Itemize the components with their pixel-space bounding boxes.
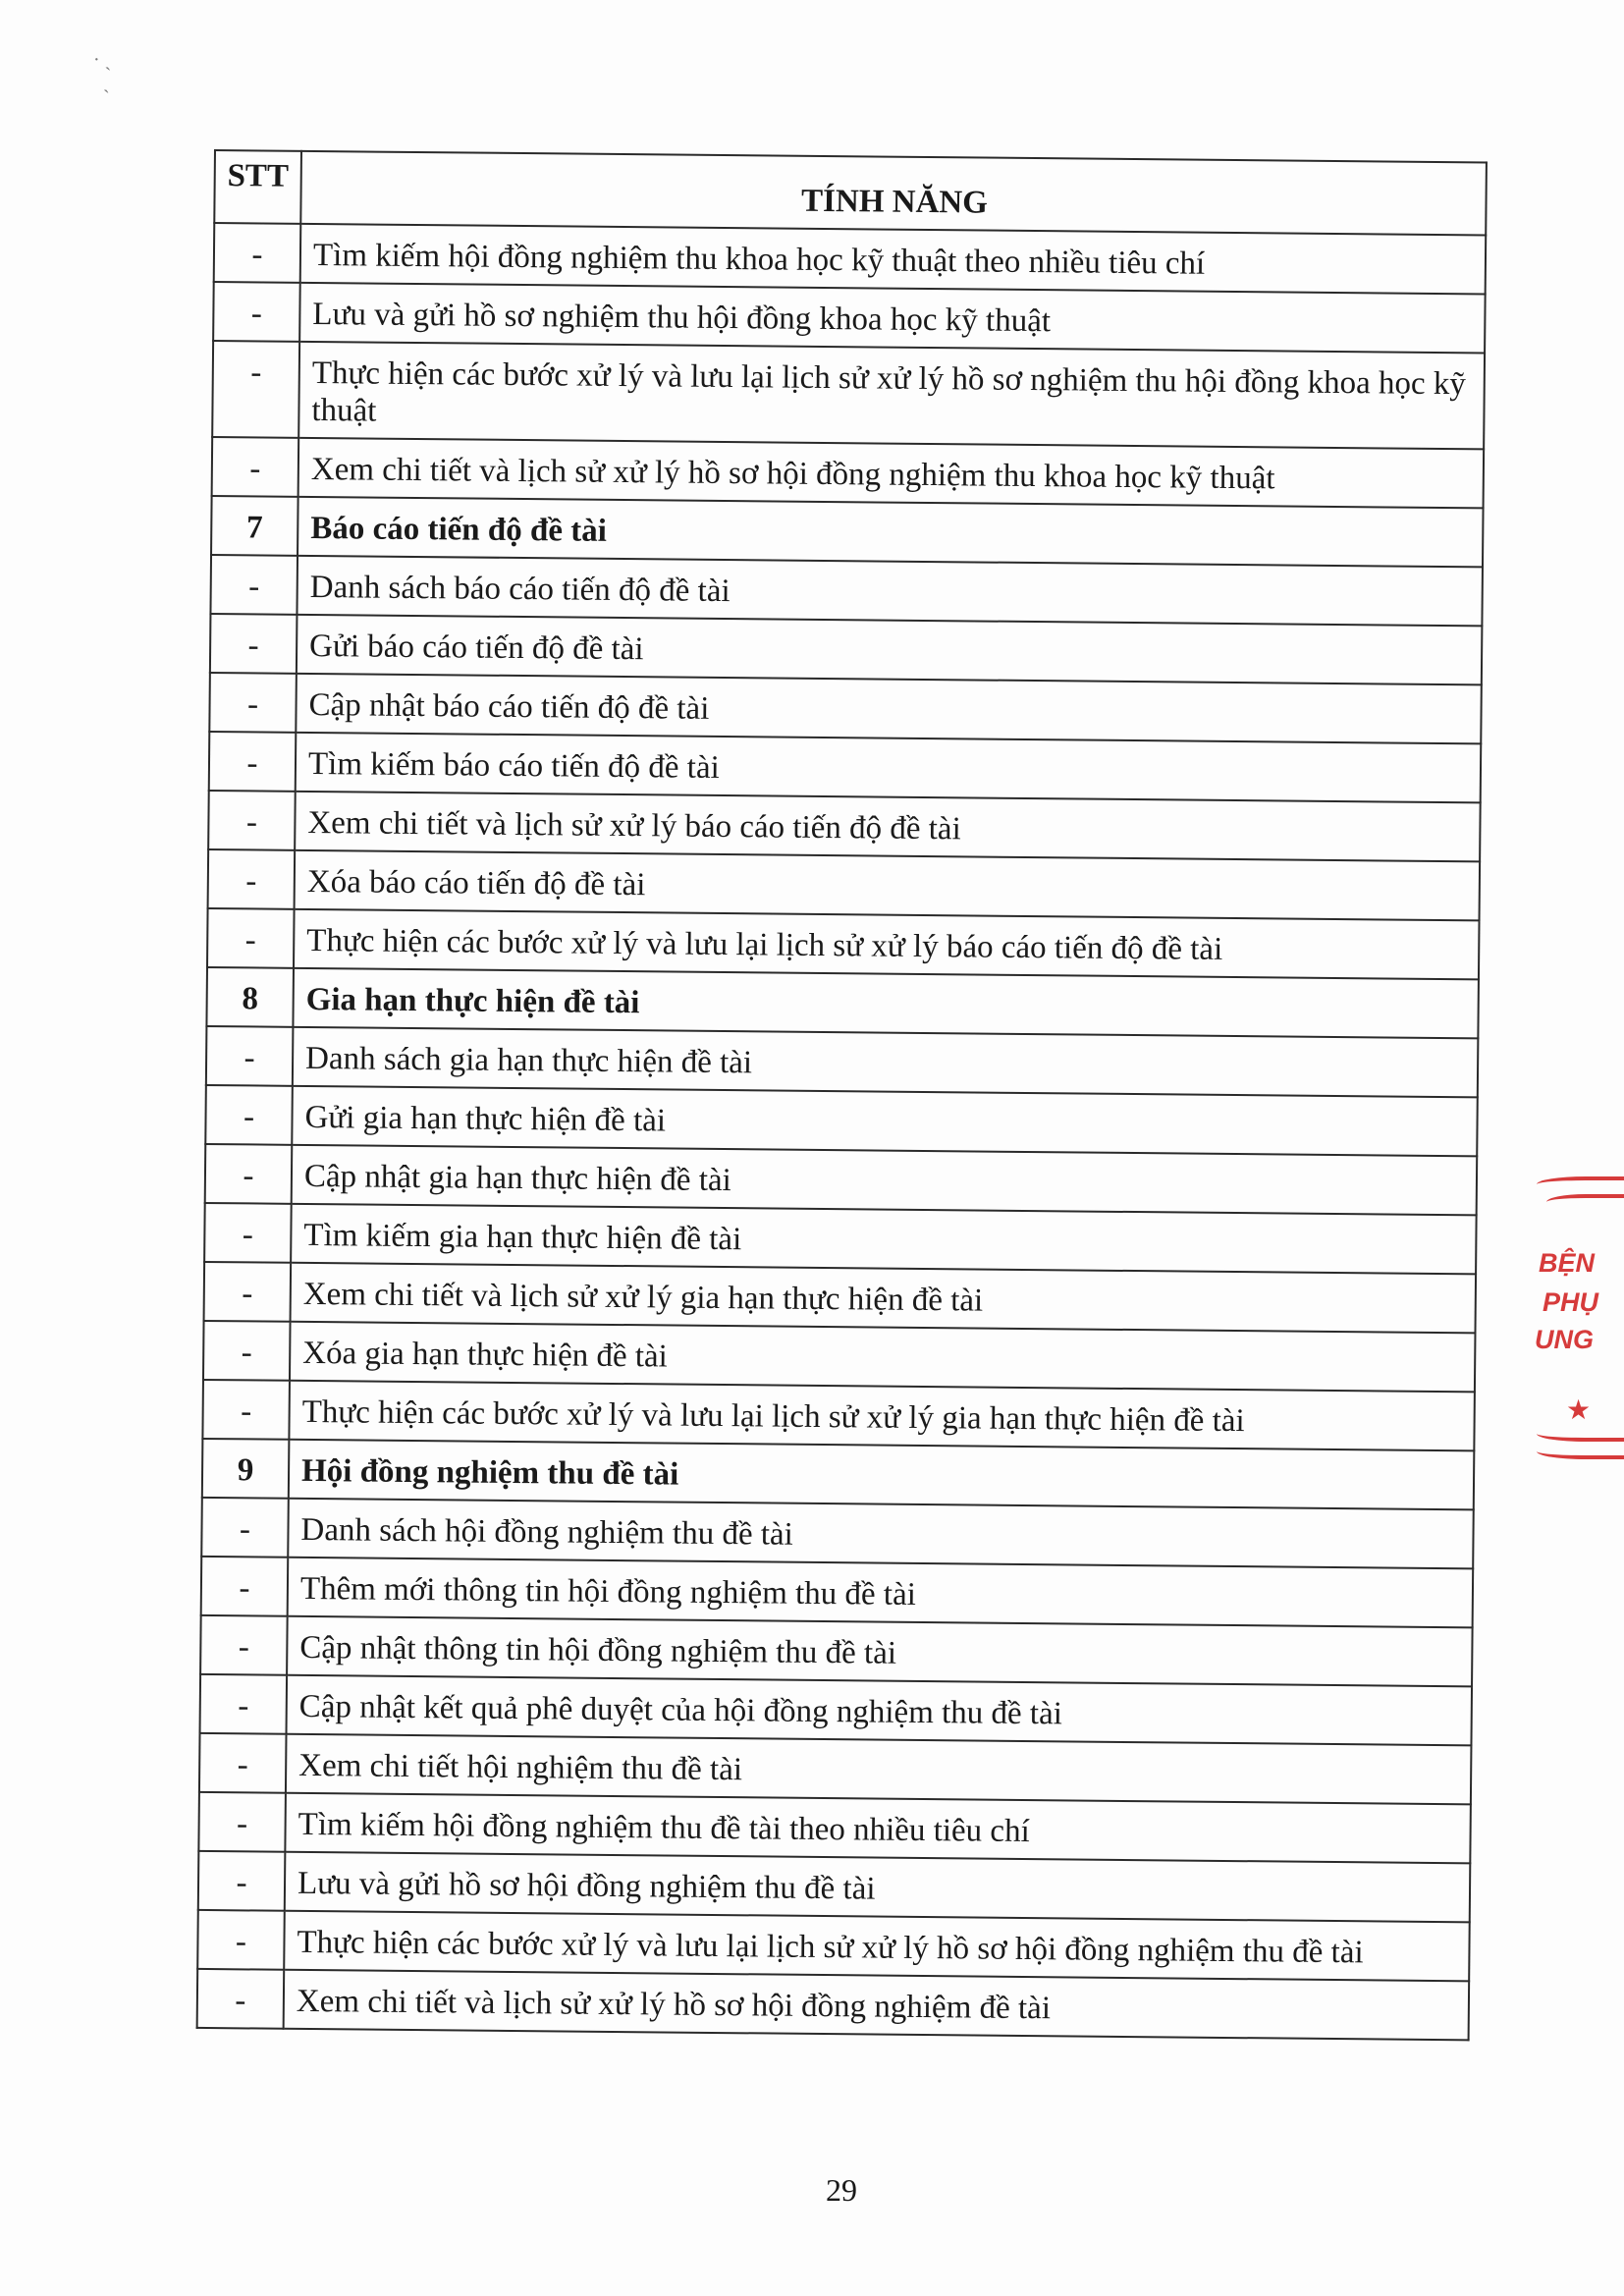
row-feature: Báo cáo tiến độ đề tài [298,497,1484,568]
stamp-arc [1537,1444,1624,1459]
row-stt: - [198,1792,286,1852]
row-feature: Gia hạn thực hiện đề tài [293,968,1479,1039]
row-feature: Danh sách báo cáo tiến độ đề tài [297,556,1483,627]
row-stt: - [213,282,300,342]
row-stt: - [210,614,298,674]
row-feature: Tìm kiếm báo cáo tiến độ đề tài [296,733,1482,803]
row-feature: Tìm kiếm gia hạn thực hiện đề tài [291,1204,1477,1275]
row-stt: - [209,732,297,792]
stamp-arc [1537,1176,1624,1192]
row-stt: - [210,555,298,615]
row-stt: - [200,1674,288,1734]
row-feature: Danh sách gia hạn thực hiện đề tài [293,1027,1479,1098]
row-feature: Lưu và gửi hồ sơ nghiệm thu hội đồng khoa học kỹ thuật [299,283,1486,354]
row-stt: 8 [206,967,294,1027]
row-feature: Thực hiện các bước xử lý và lưu lại lịch sử xử lý báo cáo tiến độ đề tài [294,909,1480,980]
row-stt: - [201,1498,289,1558]
row-stt: - [207,908,295,968]
stamp-text-2: PHỤ [1543,1287,1599,1317]
row-feature: Cập nhật báo cáo tiến độ đề tài [296,674,1482,744]
row-stt: - [200,1615,288,1675]
table-header-row [214,150,1487,235]
row-feature: Xem chi tiết và lịch sử xử lý hồ sơ hội đồng nghiệm đề tài [284,1970,1470,2041]
row-feature: Xem chi tiết và lịch sử xử lý hồ sơ hội đồng nghiệm thu khoa học kỹ thuật [298,438,1485,509]
row-feature: Lưu và gửi hồ sơ hội đồng nghiệm thu đề tài [285,1852,1471,1923]
row-stt: - [209,673,297,733]
row-stt: - [202,1380,290,1440]
table-body [197,223,1487,2040]
row-feature: Xem chi tiết hội nghiệm thu đề tài [286,1734,1472,1805]
row-stt: - [208,791,296,850]
table-row [197,1969,1470,2040]
header-stt: STT [214,150,301,224]
row-feature: Danh sách hội đồng nghiệm thu đề tài [288,1499,1474,1569]
row-feature: Thực hiện các bước xử lý và lưu lại lịch sử xử lý hồ sơ nghiệm thu hội đồng khoa học kỹ thuật [298,342,1485,450]
row-stt: - [198,1851,286,1911]
row-stt: - [205,1144,293,1204]
row-feature: Xóa báo cáo tiến độ đề tài [295,850,1481,921]
row-stt: - [204,1203,292,1263]
row-feature: Hội đồng nghiệm thu đề tài [289,1440,1475,1510]
stamp-arc [1546,1194,1624,1210]
row-feature: Thêm mới thông tin hội đồng nghiệm thu đề tài [288,1558,1474,1628]
row-feature: Cập nhật gia hạn thực hiện đề tài [292,1145,1478,1216]
row-stt: - [197,1910,285,1970]
row-feature: Gửi gia hạn thực hiện đề tài [292,1086,1478,1157]
header-feature: TÍNH NĂNG [300,151,1487,236]
row-feature: Thực hiện các bước xử lý và lưu lại lịch sử xử lý hồ sơ hội đồng nghiệm thu đề tài [284,1911,1470,1982]
row-stt: - [212,341,299,438]
row-stt: - [199,1733,287,1793]
row-feature: Xem chi tiết và lịch sử xử lý báo cáo tiến độ đề tài [295,792,1481,862]
row-stt: - [205,1085,293,1145]
stamp-arc [1537,1426,1624,1442]
table-row [212,341,1485,449]
row-stt: - [208,849,296,909]
star-icon: ★ [1566,1394,1592,1425]
row-stt: 9 [202,1439,290,1499]
row-feature: Tìm kiếm hội đồng nghiệm thu khoa học kỹ thuật theo nhiều tiêu chí [300,224,1487,295]
row-feature: Cập nhật thông tin hội đồng nghiệm thu đề tài [287,1616,1473,1687]
row-stt: - [201,1557,289,1616]
row-stt: - [204,1262,292,1322]
row-stt: - [203,1321,291,1381]
row-feature: Gửi báo cáo tiến độ đề tài [297,615,1483,685]
scan-marks: · ˏ ˎ [93,49,112,93]
red-stamp [1527,1169,1624,1483]
row-stt: - [214,223,301,283]
row-feature: Tìm kiếm hội đồng nghiệm thu đề tài theo nhiều tiêu chí [285,1793,1471,1864]
row-stt: - [212,437,299,497]
stamp-text-3: UNG [1535,1325,1594,1354]
row-feature: Xem chi tiết và lịch sử xử lý gia hạn thực hiện đề tài [291,1263,1477,1334]
row-feature: Xóa gia hạn thực hiện đề tài [290,1322,1476,1393]
row-stt: - [206,1026,294,1086]
page-number: 29 [826,2172,857,2208]
row-stt: 7 [211,496,298,556]
row-feature: Thực hiện các bước xử lý và lưu lại lịch sử xử lý gia hạn thực hiện đề tài [289,1381,1475,1451]
row-stt: - [197,1969,285,2029]
row-feature: Cập nhật kết quả phê duyệt của hội đồng nghiệm thu đề tài [287,1675,1473,1746]
stamp-text-1: BỆN [1539,1248,1596,1278]
feature-table [196,149,1488,2041]
